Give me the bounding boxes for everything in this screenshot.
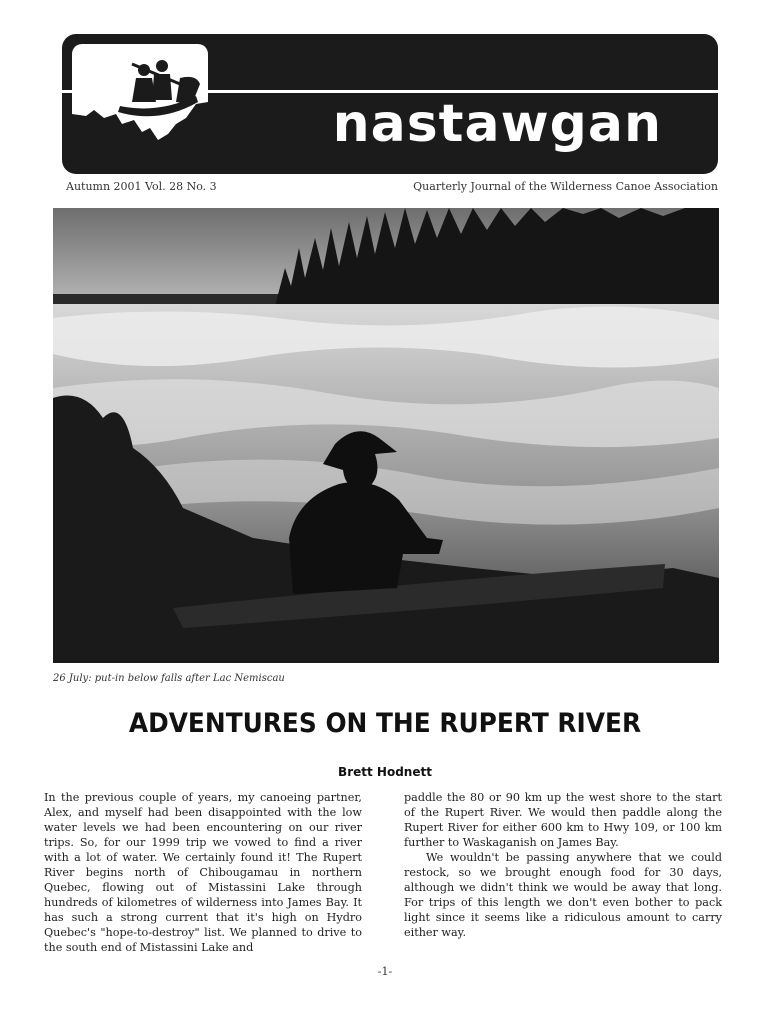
issue-info: Autumn 2001 Vol. 28 No. 3	[66, 180, 217, 193]
masthead-title: nastawgan	[332, 94, 662, 154]
page-number: -1-	[377, 965, 393, 978]
logo	[72, 44, 208, 162]
article-paragraph-1a: In the previous couple of years, my canoeing partner, Alex, and myself had been disappointed with the low water levels we had been encountering on our river trips. So, for our 1999 trip we vowed to find a river with a lot of water. We certainly found it! The Rupert River begins north of Chibougamau in northern Quebec, flowing out of Mistassini Lake through hundreds of kilometres of wilderness into James Bay. It has such a strong current that it's high on Hydro Quebec's "hope-to-destroy" list. We planned to drive to the south end of Mistassini Lake and	[44, 791, 362, 954]
cover-photo	[53, 208, 719, 663]
canoeist-logo-icon	[72, 44, 208, 162]
article-title: ADVENTURES ON THE RUPERT RIVER	[128, 708, 642, 739]
article-column-right	[404, 790, 722, 940]
article-paragraph-2: We wouldn't be passing anywhere that we could restock, so we brought enough food for 30 days, although we didn't think we would be away that long. For trips of this length we don't even bother to pack light since it seems like a ridiculous amount to carry either way.	[404, 851, 722, 939]
river-rapids-photo	[53, 208, 719, 663]
journal-tagline: Quarterly Journal of the Wilderness Canoe Association	[413, 180, 718, 193]
photo-caption: 26 July: put-in below falls after Lac Nemiscau	[53, 673, 285, 684]
masthead	[62, 34, 718, 174]
article-column-left	[44, 790, 362, 955]
article-paragraph-1b: paddle the 80 or 90 km up the west shore to the start of the Rupert River. We would then paddle along the Rupert River for either 600 km to Hwy 109, or 100 km further to Waskaganish on James Bay.	[404, 791, 722, 849]
article-author: Brett Hodnett	[338, 765, 432, 779]
